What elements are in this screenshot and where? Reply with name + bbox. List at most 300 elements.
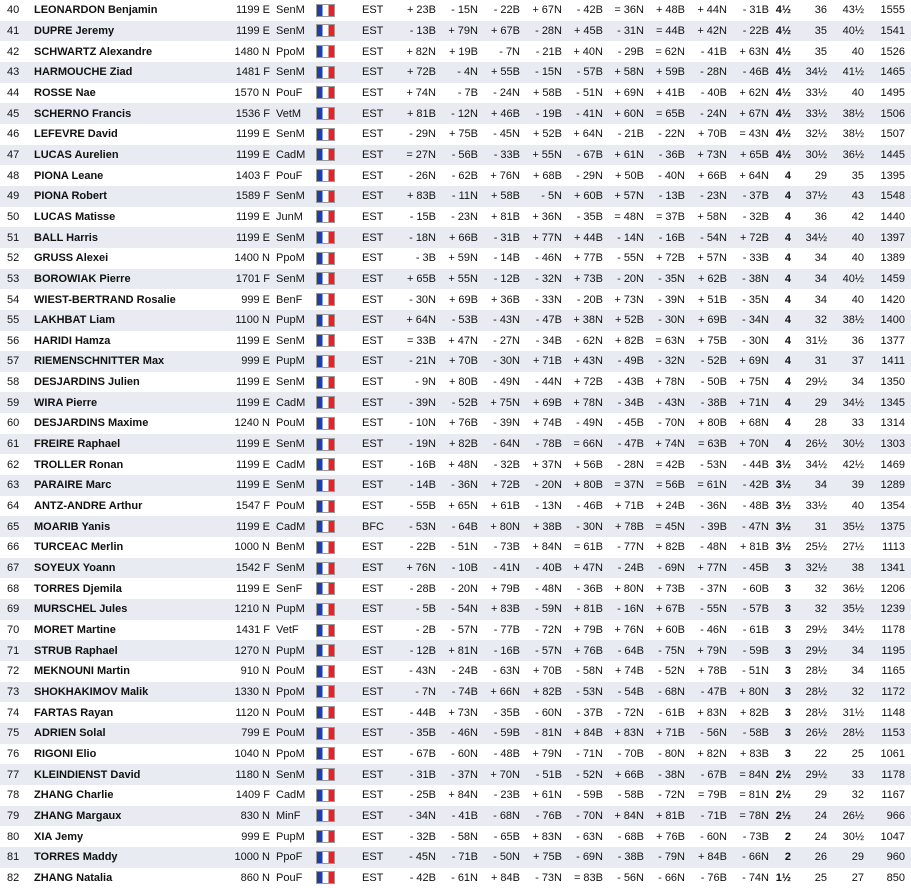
round-result: - 14N (617, 231, 644, 244)
round-result: - 67B (576, 148, 603, 161)
round-result: - 39N (658, 293, 685, 306)
performance-cell: 1148 (881, 706, 905, 719)
flag-cell (312, 62, 356, 83)
elo-cell: 1240 N (234, 417, 270, 430)
category-cell: BenM (276, 541, 305, 554)
round-result: + 80N (739, 685, 769, 698)
performance-cell: 1341 (880, 562, 905, 575)
league-cell: EST (362, 644, 384, 657)
rank-cell: 59 (7, 396, 20, 409)
category-cell: SenM (276, 231, 305, 244)
tiebreak-2-cell: 34½ (842, 624, 864, 637)
elo-cell: 1570 N (234, 86, 270, 99)
round-result: + 82N (697, 747, 727, 760)
category-cell: CadM (276, 148, 306, 161)
elo-cell: 999 E (241, 293, 270, 306)
league-cell: EST (362, 128, 384, 141)
round-result: + 84N (532, 541, 562, 554)
league-cell: EST (362, 768, 384, 781)
performance-cell: 1459 (880, 272, 905, 285)
round-result: + 81B (406, 107, 436, 120)
round-result: - 43N (658, 396, 685, 409)
round-result: + 40N (573, 45, 603, 58)
france-flag-icon (316, 417, 335, 430)
round-result: - 70B (617, 747, 644, 760)
tiebreak-2-cell: 40 (851, 500, 864, 513)
round-result: - 71B (451, 851, 478, 864)
round-result: - 46B (742, 66, 769, 79)
elo-cell: 1199 E (235, 24, 270, 37)
round-result: - 30N (493, 355, 520, 368)
flag-cell (312, 145, 356, 166)
points-cell: 2½ (775, 789, 791, 802)
round-result: - 66N (658, 871, 685, 884)
performance-cell: 1061 (880, 747, 905, 760)
elo-cell: 1199 E (235, 4, 270, 17)
category-cell: SenM (276, 438, 305, 451)
round-result: + 80B (448, 376, 478, 389)
round-result: + 45B (573, 24, 603, 37)
tiebreak-1-cell: 28½ (805, 665, 827, 678)
round-result: - 64B (451, 520, 478, 533)
round-result: + 69N (739, 355, 769, 368)
tiebreak-1-cell: 29 (814, 789, 827, 802)
france-flag-icon (316, 396, 335, 409)
round-result: - 80N (658, 747, 685, 760)
points-cell: 3 (784, 685, 791, 698)
tiebreak-1-cell: 32 (814, 582, 827, 595)
france-flag-icon (316, 314, 335, 327)
rank-cell: 61 (7, 438, 20, 451)
performance-cell: 1375 (880, 520, 905, 533)
round-result: - 23B (493, 789, 520, 802)
round-result: + 76B (655, 830, 685, 843)
round-result: - 20N (617, 272, 644, 285)
player-name: PIONA Leane (34, 169, 104, 182)
round-result: - 33N (535, 293, 562, 306)
elo-cell: 1480 N (234, 45, 270, 58)
round-result: - 16B (493, 644, 520, 657)
rank-cell: 58 (7, 376, 20, 389)
round-result: - 28N (700, 66, 727, 79)
league-cell: EST (362, 851, 384, 864)
round-result: + 66N (490, 685, 520, 698)
round-result: - 55B (409, 500, 436, 513)
round-result: + 80B (573, 479, 603, 492)
round-result: + 79N (532, 747, 562, 760)
tiebreak-2-cell: 30½ (842, 438, 864, 451)
round-result: - 24B (451, 665, 478, 678)
category-cell: VetM (276, 107, 302, 120)
player-name: PARAIRE Marc (34, 479, 112, 492)
round-result: - 47B (617, 438, 644, 451)
france-flag-icon (316, 624, 335, 637)
round-result: = 79B (697, 789, 727, 802)
elo-cell: 1701 F (235, 272, 270, 285)
player-name: ADRIEN Solal (34, 727, 106, 740)
round-result: + 41B (655, 86, 685, 99)
table-row (0, 702, 911, 723)
performance-cell: 1548 (880, 190, 905, 203)
round-result: = 27N (406, 148, 436, 161)
round-result: + 64N (739, 169, 769, 182)
round-result: + 68B (532, 169, 562, 182)
flag-cell (312, 413, 356, 434)
france-flag-icon (316, 355, 335, 368)
table-row (0, 351, 911, 372)
league-cell: EST (362, 314, 384, 327)
round-result: - 24N (700, 107, 727, 120)
round-result: + 71N (739, 396, 769, 409)
round-result: + 64N (406, 314, 436, 327)
tiebreak-2-cell: 40 (851, 45, 864, 58)
performance-cell: 1172 (881, 685, 905, 698)
performance-cell: 1440 (880, 210, 905, 223)
rank-cell: 73 (7, 685, 20, 698)
round-result: + 48N (448, 458, 478, 471)
tiebreak-2-cell: 42½ (842, 458, 864, 471)
table-row (0, 496, 911, 517)
round-result: - 35N (658, 272, 685, 285)
league-cell: EST (362, 45, 384, 58)
round-result: - 42B (742, 479, 769, 492)
round-result: - 63N (493, 665, 520, 678)
france-flag-icon (316, 562, 335, 575)
tiebreak-1-cell: 29½ (805, 376, 827, 389)
round-result: - 36N (451, 479, 478, 492)
france-flag-icon (316, 871, 335, 884)
round-result: - 41N (493, 562, 520, 575)
round-result: - 37N (451, 768, 478, 781)
round-result: + 75N (490, 396, 520, 409)
round-result: - 53N (409, 520, 436, 533)
flag-cell (312, 434, 356, 455)
round-result: + 66B (614, 768, 644, 781)
france-flag-icon (316, 148, 335, 161)
round-result: - 75N (658, 644, 685, 657)
round-result: - 30N (658, 314, 685, 327)
league-cell: EST (362, 562, 384, 575)
round-result: - 21B (535, 45, 562, 58)
flag-cell (312, 372, 356, 393)
round-result: - 21N (409, 355, 436, 368)
round-result: - 12B (409, 644, 436, 657)
performance-cell: 1507 (880, 128, 905, 141)
tiebreak-1-cell: 28½ (805, 685, 827, 698)
tiebreak-1-cell: 29½ (805, 768, 827, 781)
round-result: - 72N (617, 706, 644, 719)
rank-cell: 77 (7, 768, 20, 781)
round-result: + 56B (573, 458, 603, 471)
round-result: - 45N (409, 851, 436, 864)
performance-cell: 1239 (880, 603, 905, 616)
round-result: + 61N (614, 148, 644, 161)
rank-cell: 78 (7, 789, 20, 802)
points-cell: 3 (784, 624, 791, 637)
round-result: + 65N (448, 500, 478, 513)
round-result: - 45B (617, 417, 644, 430)
france-flag-icon (316, 603, 335, 616)
round-result: - 73N (535, 871, 562, 884)
round-result: - 26N (409, 169, 436, 182)
elo-cell: 1536 F (235, 107, 270, 120)
flag-cell (312, 537, 356, 558)
flag-cell (312, 83, 356, 104)
round-result: + 80B (697, 417, 727, 430)
flag-cell (312, 124, 356, 145)
points-cell: 4 (784, 190, 791, 203)
tiebreak-1-cell: 36 (814, 4, 827, 17)
table-row (0, 0, 911, 21)
round-result: - 24N (493, 86, 520, 99)
category-cell: PupM (276, 314, 305, 327)
tiebreak-1-cell: 31½ (805, 334, 827, 347)
tiebreak-1-cell: 32½ (805, 562, 827, 575)
round-result: - 56B (451, 148, 478, 161)
category-cell: SenM (276, 66, 305, 79)
france-flag-icon (316, 45, 335, 58)
round-result: - 68N (493, 809, 520, 822)
round-result: + 70N (739, 438, 769, 451)
round-result: - 5N (541, 190, 562, 203)
flag-cell (312, 103, 356, 124)
round-result: + 75N (739, 376, 769, 389)
category-cell: SenM (276, 272, 305, 285)
round-result: - 9N (415, 376, 436, 389)
elo-cell: 1199 E (235, 520, 270, 533)
table-row (0, 62, 911, 83)
elo-cell: 910 N (240, 665, 270, 678)
france-flag-icon (316, 809, 335, 822)
round-result: + 46B (490, 107, 520, 120)
player-name: XIA Jemy (34, 830, 84, 843)
france-flag-icon (316, 128, 335, 141)
round-result: - 36B (576, 582, 603, 595)
round-result: - 35B (409, 727, 436, 740)
category-cell: PouM (276, 417, 305, 430)
round-result: + 38N (573, 314, 603, 327)
rank-cell: 60 (7, 417, 20, 430)
table-row (0, 826, 911, 847)
round-result: - 70N (658, 417, 685, 430)
round-result: + 84N (614, 809, 644, 822)
round-result: - 32N (535, 272, 562, 285)
points-cell: 4 (784, 272, 791, 285)
tiebreak-2-cell: 34 (851, 376, 864, 389)
rank-cell: 46 (7, 128, 20, 141)
round-result: - 57N (451, 624, 478, 637)
league-cell: EST (362, 355, 384, 368)
round-result: - 35N (742, 293, 769, 306)
flag-cell (312, 331, 356, 352)
flag-cell (312, 351, 356, 372)
tiebreak-2-cell: 27 (851, 871, 864, 884)
round-result: - 57N (535, 644, 562, 657)
elo-cell: 999 E (241, 830, 270, 843)
round-result: - 18N (409, 231, 436, 244)
flag-cell (312, 723, 356, 744)
round-result: + 83N (532, 830, 562, 843)
round-result: - 48B (742, 500, 769, 513)
round-result: - 41B (700, 45, 727, 58)
round-result: - 49N (576, 417, 603, 430)
table-row (0, 868, 911, 888)
points-cell: 4 (784, 334, 791, 347)
rank-cell: 75 (7, 727, 20, 740)
round-result: + 63N (739, 45, 769, 58)
tiebreak-1-cell: 35 (814, 45, 827, 58)
tiebreak-1-cell: 32 (814, 603, 827, 616)
round-result: + 47N (573, 562, 603, 575)
round-result: + 57N (697, 252, 727, 265)
league-cell: EST (362, 231, 384, 244)
league-cell: EST (362, 210, 384, 223)
round-result: + 69B (532, 396, 562, 409)
table-row (0, 661, 911, 682)
round-result: - 3B (415, 252, 436, 265)
round-result: - 53N (700, 458, 727, 471)
tiebreak-1-cell: 24 (814, 809, 827, 822)
round-result: - 39N (493, 417, 520, 430)
round-result: + 38B (532, 520, 562, 533)
round-result: + 67N (532, 4, 562, 17)
tiebreak-1-cell: 31 (814, 355, 827, 368)
elo-cell: 1210 N (234, 603, 270, 616)
round-result: - 65B (493, 830, 520, 843)
league-cell: EST (362, 747, 384, 760)
elo-cell: 1542 F (235, 562, 270, 575)
elo-cell: 1199 E (235, 210, 270, 223)
round-result: - 16B (658, 231, 685, 244)
league-cell: EST (362, 86, 384, 99)
flag-cell (312, 207, 356, 228)
round-result: + 47N (448, 334, 478, 347)
league-cell: EST (362, 665, 384, 678)
category-cell: VetF (276, 624, 299, 637)
round-result: + 81B (490, 210, 520, 223)
round-result: + 37N (532, 458, 562, 471)
tiebreak-2-cell: 34 (851, 644, 864, 657)
round-result: - 67B (409, 747, 436, 760)
flag-cell (312, 620, 356, 641)
round-result: + 79B (573, 624, 603, 637)
tiebreak-2-cell: 41½ (842, 66, 864, 79)
round-result: + 60B (655, 624, 685, 637)
round-result: + 67N (739, 107, 769, 120)
round-result: = 84N (739, 768, 769, 781)
category-cell: PupM (276, 644, 305, 657)
round-result: - 55N (617, 252, 644, 265)
france-flag-icon (316, 727, 335, 740)
player-name: HARIDI Hamza (34, 334, 111, 347)
league-cell: EST (362, 24, 384, 37)
table-row (0, 310, 911, 331)
round-result: - 54B (617, 685, 644, 698)
france-flag-icon (316, 438, 335, 451)
flag-cell (312, 21, 356, 42)
table-row (0, 269, 911, 290)
table-row (0, 723, 911, 744)
elo-cell: 1431 F (235, 624, 270, 637)
round-result: - 77N (617, 541, 644, 554)
table-row (0, 620, 911, 641)
category-cell: BenF (276, 293, 303, 306)
france-flag-icon (316, 541, 335, 554)
player-name: LAKHBAT Liam (34, 314, 116, 327)
rank-cell: 72 (7, 665, 20, 678)
round-result: - 37B (576, 706, 603, 719)
elo-cell: 1199 E (235, 231, 270, 244)
round-result: - 7N (499, 45, 520, 58)
tiebreak-2-cell: 43 (851, 190, 864, 203)
rank-cell: 41 (7, 24, 20, 37)
league-cell: BFC (362, 520, 384, 533)
round-result: - 28N (535, 24, 562, 37)
points-cell: 3½ (775, 500, 791, 513)
rank-cell: 48 (7, 169, 20, 182)
round-result: + 72B (406, 66, 436, 79)
round-result: - 27N (493, 334, 520, 347)
points-cell: 3 (784, 582, 791, 595)
category-cell: PouM (276, 706, 305, 719)
tiebreak-1-cell: 34 (814, 293, 827, 306)
round-result: + 76N (490, 169, 520, 182)
flag-cell (312, 640, 356, 661)
france-flag-icon (316, 293, 335, 306)
performance-cell: 1178 (881, 768, 905, 781)
player-name: FREIRE Raphael (34, 438, 121, 451)
performance-cell: 966 (886, 809, 905, 822)
france-flag-icon (316, 231, 335, 244)
flag-cell (312, 227, 356, 248)
round-result: = 33B (406, 334, 436, 347)
round-result: - 71N (576, 747, 603, 760)
france-flag-icon (316, 376, 335, 389)
rank-cell: 45 (7, 107, 20, 120)
round-result: - 14B (493, 252, 520, 265)
performance-cell: 1506 (880, 107, 905, 120)
flag-cell (312, 41, 356, 62)
round-result: - 44N (535, 376, 562, 389)
tiebreak-1-cell: 26 (814, 851, 827, 864)
round-result: - 48N (535, 582, 562, 595)
elo-cell: 1100 N (235, 314, 270, 327)
category-cell: PpoM (276, 45, 305, 58)
round-result: + 81B (573, 603, 603, 616)
points-cell: 4½ (775, 148, 791, 161)
table-row (0, 145, 911, 166)
round-result: - 58N (576, 665, 603, 678)
table-row (0, 248, 911, 269)
round-result: - 73B (493, 541, 520, 554)
round-result: - 32B (742, 210, 769, 223)
category-cell: MinF (276, 809, 301, 822)
round-result: - 57B (576, 66, 603, 79)
performance-cell: 1400 (880, 314, 905, 327)
round-result: - 72N (535, 624, 562, 637)
flag-cell (312, 165, 356, 186)
flag-cell (312, 392, 356, 413)
tiebreak-2-cell: 38½ (842, 107, 864, 120)
points-cell: 4 (784, 210, 791, 223)
tiebreak-2-cell: 40½ (842, 272, 864, 285)
category-cell: SenM (276, 24, 305, 37)
round-result: + 61B (490, 500, 520, 513)
round-result: + 72B (573, 376, 603, 389)
round-result: - 34B (617, 396, 644, 409)
round-result: + 66B (448, 231, 478, 244)
round-result: + 79N (448, 24, 478, 37)
